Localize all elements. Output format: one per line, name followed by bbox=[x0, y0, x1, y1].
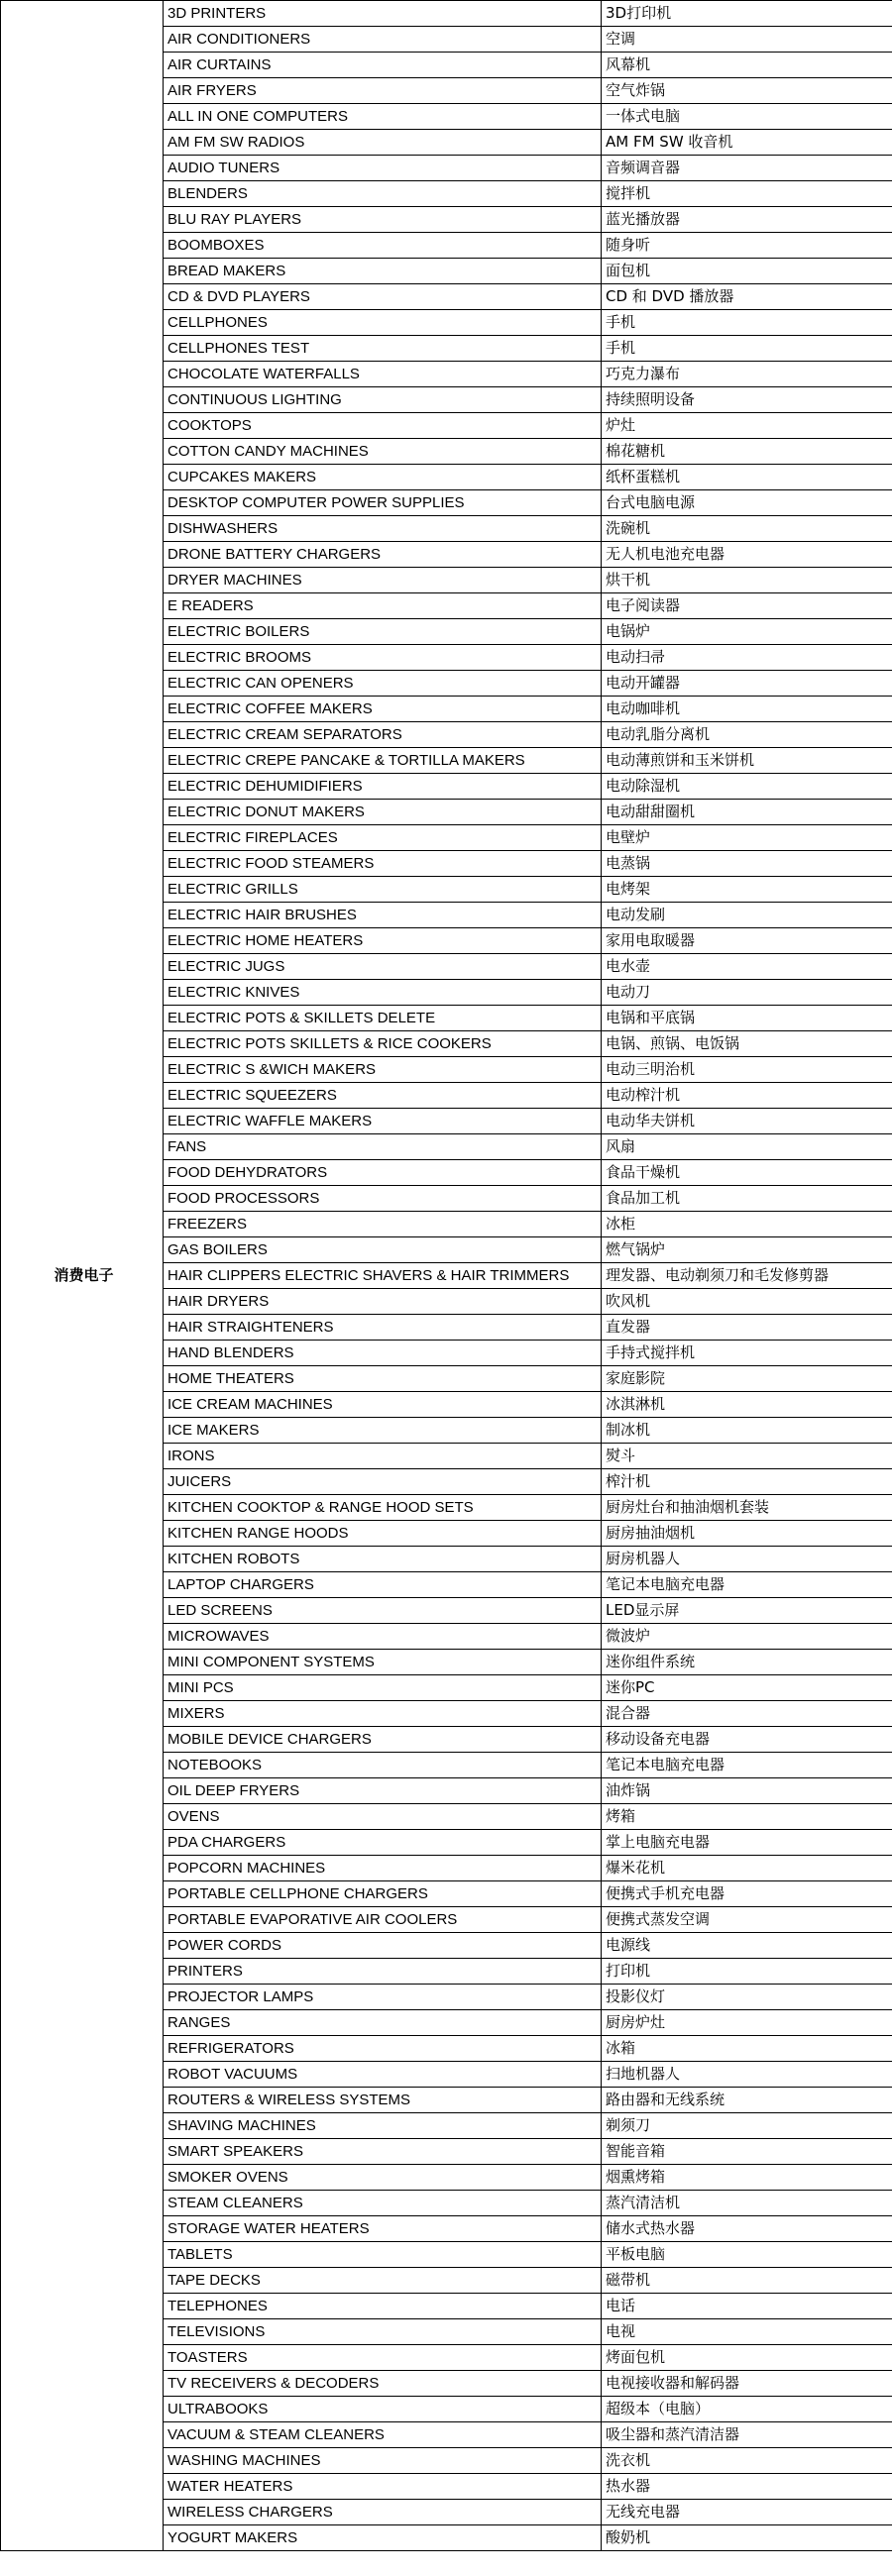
product-name-en: MIXERS bbox=[164, 1701, 602, 1727]
product-name-zh: 电蒸锅 bbox=[602, 851, 892, 877]
product-name-zh: 电动咖啡机 bbox=[602, 697, 892, 722]
product-name-zh: 音频调音器 bbox=[602, 156, 892, 181]
product-name-zh: 掌上电脑充电器 bbox=[602, 1830, 892, 1856]
product-name-en: CONTINUOUS LIGHTING bbox=[164, 387, 602, 413]
product-name-zh: 迷你PC bbox=[602, 1675, 892, 1701]
product-name-zh: 电锅和平底锅 bbox=[602, 1006, 892, 1031]
product-name-en: MINI COMPONENT SYSTEMS bbox=[164, 1650, 602, 1675]
product-name-zh: 剃须刀 bbox=[602, 2113, 892, 2139]
product-name-zh: 手持式搅拌机 bbox=[602, 1341, 892, 1366]
product-name-en: ELECTRIC SQUEEZERS bbox=[164, 1083, 602, 1109]
product-name-zh: 棉花糖机 bbox=[602, 439, 892, 465]
product-name-zh: 厨房炉灶 bbox=[602, 2010, 892, 2036]
product-name-zh: 电话 bbox=[602, 2294, 892, 2319]
product-name-zh: 爆米花机 bbox=[602, 1856, 892, 1881]
product-name-zh: 笔记本电脑充电器 bbox=[602, 1572, 892, 1598]
product-name-zh: 电源线 bbox=[602, 1933, 892, 1959]
product-name-en: PORTABLE EVAPORATIVE AIR COOLERS bbox=[164, 1907, 602, 1933]
product-name-zh: 油炸锅 bbox=[602, 1778, 892, 1804]
product-name-en: RANGES bbox=[164, 2010, 602, 2036]
product-name-en: DISHWASHERS bbox=[164, 516, 602, 542]
product-name-zh: 烤面包机 bbox=[602, 2345, 892, 2371]
product-name-en: ALL IN ONE COMPUTERS bbox=[164, 104, 602, 130]
product-name-en: ELECTRIC CREPE PANCAKE & TORTILLA MAKERS bbox=[164, 748, 602, 774]
product-name-en: HAIR CLIPPERS ELECTRIC SHAVERS & HAIR TRIMMERS bbox=[164, 1263, 602, 1289]
product-name-zh: 一体式电脑 bbox=[602, 104, 892, 130]
product-name-zh: 空调 bbox=[602, 27, 892, 53]
product-name-en: KITCHEN COOKTOP & RANGE HOOD SETS bbox=[164, 1495, 602, 1521]
product-name-en: ELECTRIC WAFFLE MAKERS bbox=[164, 1109, 602, 1134]
product-name-zh: 电动扫帚 bbox=[602, 645, 892, 671]
product-name-zh: 打印机 bbox=[602, 1959, 892, 1985]
product-name-en: VACUUM & STEAM CLEANERS bbox=[164, 2422, 602, 2448]
product-name-zh: 冰柜 bbox=[602, 1212, 892, 1237]
product-name-en: ELECTRIC HOME HEATERS bbox=[164, 928, 602, 954]
product-name-zh: 电水壶 bbox=[602, 954, 892, 980]
product-name-zh: 无人机电池充电器 bbox=[602, 542, 892, 568]
product-name-zh: 手机 bbox=[602, 336, 892, 362]
product-name-en: ELECTRIC FIREPLACES bbox=[164, 825, 602, 851]
product-name-en: DRONE BATTERY CHARGERS bbox=[164, 542, 602, 568]
product-name-zh: 洗碗机 bbox=[602, 516, 892, 542]
product-name-en: GAS BOILERS bbox=[164, 1237, 602, 1263]
product-name-en: KITCHEN RANGE HOODS bbox=[164, 1521, 602, 1547]
product-name-en: OVENS bbox=[164, 1804, 602, 1830]
product-name-zh: 投影仪灯 bbox=[602, 1985, 892, 2010]
product-name-zh: 纸杯蛋糕机 bbox=[602, 465, 892, 490]
table-body bbox=[1, 1, 892, 2551]
product-name-en: WATER HEATERS bbox=[164, 2474, 602, 2500]
product-name-en: PDA CHARGERS bbox=[164, 1830, 602, 1856]
product-name-en: FOOD PROCESSORS bbox=[164, 1186, 602, 1212]
product-name-zh: 燃气锅炉 bbox=[602, 1237, 892, 1263]
product-name-en: REFRIGERATORS bbox=[164, 2036, 602, 2062]
product-name-zh: 便携式蒸发空调 bbox=[602, 1907, 892, 1933]
product-name-zh: 电动华夫饼机 bbox=[602, 1109, 892, 1134]
product-name-en: HAIR DRYERS bbox=[164, 1289, 602, 1315]
product-name-zh: 巧克力瀑布 bbox=[602, 362, 892, 387]
product-name-zh: 电动榨汁机 bbox=[602, 1083, 892, 1109]
product-name-en: FREEZERS bbox=[164, 1212, 602, 1237]
product-name-zh: 蓝光播放器 bbox=[602, 207, 892, 233]
product-name-zh: AM FM SW 收音机 bbox=[602, 130, 892, 156]
product-name-zh: 搅拌机 bbox=[602, 181, 892, 207]
product-name-zh: 无线充电器 bbox=[602, 2500, 892, 2525]
product-name-en: CELLPHONES TEST bbox=[164, 336, 602, 362]
product-name-zh: 酸奶机 bbox=[602, 2525, 892, 2551]
product-name-en: PRINTERS bbox=[164, 1959, 602, 1985]
product-name-en: MOBILE DEVICE CHARGERS bbox=[164, 1727, 602, 1753]
product-name-en: WASHING MACHINES bbox=[164, 2448, 602, 2474]
product-name-zh: 烤箱 bbox=[602, 1804, 892, 1830]
product-name-en: TAPE DECKS bbox=[164, 2268, 602, 2294]
product-name-zh: 食品加工机 bbox=[602, 1186, 892, 1212]
product-name-en: ROBOT VACUUMS bbox=[164, 2062, 602, 2088]
product-name-en: ROUTERS & WIRELESS SYSTEMS bbox=[164, 2088, 602, 2113]
product-name-en: CD & DVD PLAYERS bbox=[164, 284, 602, 310]
product-name-zh: 随身听 bbox=[602, 233, 892, 259]
product-name-zh: 平板电脑 bbox=[602, 2242, 892, 2268]
product-name-en: FOOD DEHYDRATORS bbox=[164, 1160, 602, 1186]
product-name-en: STEAM CLEANERS bbox=[164, 2191, 602, 2216]
product-name-en: YOGURT MAKERS bbox=[164, 2525, 602, 2551]
product-name-en: TABLETS bbox=[164, 2242, 602, 2268]
product-name-en: FANS bbox=[164, 1134, 602, 1160]
product-name-en: MICROWAVES bbox=[164, 1624, 602, 1650]
product-name-zh: 混合器 bbox=[602, 1701, 892, 1727]
product-name-en: COTTON CANDY MACHINES bbox=[164, 439, 602, 465]
product-name-en: BOOMBOXES bbox=[164, 233, 602, 259]
product-name-zh: 蒸汽清洁机 bbox=[602, 2191, 892, 2216]
product-name-en: NOTEBOOKS bbox=[164, 1753, 602, 1778]
product-name-zh: 电视接收器和解码器 bbox=[602, 2371, 892, 2397]
product-name-en: HAIR STRAIGHTENERS bbox=[164, 1315, 602, 1341]
product-name-zh: 电动除湿机 bbox=[602, 774, 892, 800]
product-name-en: BLU RAY PLAYERS bbox=[164, 207, 602, 233]
product-name-en: SHAVING MACHINES bbox=[164, 2113, 602, 2139]
product-name-zh: 台式电脑电源 bbox=[602, 490, 892, 516]
product-name-zh: 家用电取暖器 bbox=[602, 928, 892, 954]
product-name-zh: 厨房灶台和抽油烟机套装 bbox=[602, 1495, 892, 1521]
product-name-en: COOKTOPS bbox=[164, 413, 602, 439]
product-name-zh: 炉灶 bbox=[602, 413, 892, 439]
product-name-en: TELEVISIONS bbox=[164, 2319, 602, 2345]
product-name-zh: 电动三明治机 bbox=[602, 1057, 892, 1083]
product-name-zh: 食品干燥机 bbox=[602, 1160, 892, 1186]
product-name-en: CHOCOLATE WATERFALLS bbox=[164, 362, 602, 387]
product-name-en: BREAD MAKERS bbox=[164, 259, 602, 284]
product-name-en: POWER CORDS bbox=[164, 1933, 602, 1959]
product-name-en: KITCHEN ROBOTS bbox=[164, 1547, 602, 1572]
product-name-zh: 电动乳脂分离机 bbox=[602, 722, 892, 748]
product-name-en: TV RECEIVERS & DECODERS bbox=[164, 2371, 602, 2397]
product-name-en: MINI PCS bbox=[164, 1675, 602, 1701]
product-name-en: AIR FRYERS bbox=[164, 78, 602, 104]
product-name-zh: 直发器 bbox=[602, 1315, 892, 1341]
category-cell: 消费电子 bbox=[1, 1, 164, 2551]
product-name-zh: 迷你组件系统 bbox=[602, 1650, 892, 1675]
product-name-en: ELECTRIC DEHUMIDIFIERS bbox=[164, 774, 602, 800]
product-name-zh: 电动刀 bbox=[602, 980, 892, 1006]
product-name-zh: 冰淇淋机 bbox=[602, 1392, 892, 1418]
product-name-en: STORAGE WATER HEATERS bbox=[164, 2216, 602, 2242]
product-name-zh: 电动发刷 bbox=[602, 903, 892, 928]
product-name-en: ELECTRIC S &WICH MAKERS bbox=[164, 1057, 602, 1083]
product-name-zh: 吸尘器和蒸汽清洁器 bbox=[602, 2422, 892, 2448]
product-name-en: PROJECTOR LAMPS bbox=[164, 1985, 602, 2010]
product-name-zh: LED显示屏 bbox=[602, 1598, 892, 1624]
product-name-en: AUDIO TUNERS bbox=[164, 156, 602, 181]
product-name-en: PORTABLE CELLPHONE CHARGERS bbox=[164, 1881, 602, 1907]
product-name-en: CELLPHONES bbox=[164, 310, 602, 336]
product-name-en: ELECTRIC BROOMS bbox=[164, 645, 602, 671]
product-name-en: SMOKER OVENS bbox=[164, 2165, 602, 2191]
product-name-zh: 风扇 bbox=[602, 1134, 892, 1160]
product-name-zh: 熨斗 bbox=[602, 1444, 892, 1469]
product-name-zh: 冰箱 bbox=[602, 2036, 892, 2062]
product-name-zh: 榨汁机 bbox=[602, 1469, 892, 1495]
product-name-en: LED SCREENS bbox=[164, 1598, 602, 1624]
product-name-zh: 厨房机器人 bbox=[602, 1547, 892, 1572]
product-name-en: ICE CREAM MACHINES bbox=[164, 1392, 602, 1418]
product-name-zh: 电动开罐器 bbox=[602, 671, 892, 697]
product-name-zh: 洗衣机 bbox=[602, 2448, 892, 2474]
product-name-en: E READERS bbox=[164, 593, 602, 619]
product-name-zh: 便携式手机充电器 bbox=[602, 1881, 892, 1907]
product-name-zh: 电锅炉 bbox=[602, 619, 892, 645]
product-name-en: ELECTRIC GRILLS bbox=[164, 877, 602, 903]
product-name-en: ICE MAKERS bbox=[164, 1418, 602, 1444]
product-name-zh: 电动薄煎饼和玉米饼机 bbox=[602, 748, 892, 774]
product-name-zh: 智能音箱 bbox=[602, 2139, 892, 2165]
product-name-en: HOME THEATERS bbox=[164, 1366, 602, 1392]
product-name-en: IRONS bbox=[164, 1444, 602, 1469]
product-name-zh: 路由器和无线系统 bbox=[602, 2088, 892, 2113]
product-name-zh: 热水器 bbox=[602, 2474, 892, 2500]
product-name-en: WIRELESS CHARGERS bbox=[164, 2500, 602, 2525]
product-name-en: AIR CURTAINS bbox=[164, 53, 602, 78]
product-name-zh: 烘干机 bbox=[602, 568, 892, 593]
product-name-en: ELECTRIC BOILERS bbox=[164, 619, 602, 645]
product-name-zh: 电视 bbox=[602, 2319, 892, 2345]
product-name-en: HAND BLENDERS bbox=[164, 1341, 602, 1366]
product-name-en: ELECTRIC KNIVES bbox=[164, 980, 602, 1006]
product-name-zh: 风幕机 bbox=[602, 53, 892, 78]
product-name-zh: 厨房抽油烟机 bbox=[602, 1521, 892, 1547]
product-name-zh: 3D打印机 bbox=[602, 1, 892, 27]
product-name-zh: 电动甜甜圈机 bbox=[602, 800, 892, 825]
product-name-en: ELECTRIC COFFEE MAKERS bbox=[164, 697, 602, 722]
product-name-zh: 扫地机器人 bbox=[602, 2062, 892, 2088]
product-name-en: ELECTRIC JUGS bbox=[164, 954, 602, 980]
product-name-en: CUPCAKES MAKERS bbox=[164, 465, 602, 490]
product-name-zh: 磁带机 bbox=[602, 2268, 892, 2294]
product-name-zh: 微波炉 bbox=[602, 1624, 892, 1650]
product-name-zh: 电烤架 bbox=[602, 877, 892, 903]
product-name-zh: 电锅、煎锅、电饭锅 bbox=[602, 1031, 892, 1057]
product-name-en: ELECTRIC CAN OPENERS bbox=[164, 671, 602, 697]
product-name-en: ELECTRIC DONUT MAKERS bbox=[164, 800, 602, 825]
product-name-en: TOASTERS bbox=[164, 2345, 602, 2371]
product-name-en: ELECTRIC POTS & SKILLETS DELETE bbox=[164, 1006, 602, 1031]
product-name-zh: 制冰机 bbox=[602, 1418, 892, 1444]
product-name-en: OIL DEEP FRYERS bbox=[164, 1778, 602, 1804]
product-name-zh: 手机 bbox=[602, 310, 892, 336]
product-name-zh: 面包机 bbox=[602, 259, 892, 284]
product-name-en: JUICERS bbox=[164, 1469, 602, 1495]
product-name-zh: 电壁炉 bbox=[602, 825, 892, 851]
product-name-zh: 电子阅读器 bbox=[602, 593, 892, 619]
product-name-zh: 储水式热水器 bbox=[602, 2216, 892, 2242]
product-name-en: AM FM SW RADIOS bbox=[164, 130, 602, 156]
product-name-en: ULTRABOOKS bbox=[164, 2397, 602, 2422]
product-name-en: ELECTRIC HAIR BRUSHES bbox=[164, 903, 602, 928]
product-name-zh: 空气炸锅 bbox=[602, 78, 892, 104]
product-name-en: DESKTOP COMPUTER POWER SUPPLIES bbox=[164, 490, 602, 516]
product-name-zh: CD 和 DVD 播放器 bbox=[602, 284, 892, 310]
product-name-en: ELECTRIC FOOD STEAMERS bbox=[164, 851, 602, 877]
product-name-zh: 笔记本电脑充电器 bbox=[602, 1753, 892, 1778]
product-name-zh: 超级本（电脑） bbox=[602, 2397, 892, 2422]
product-name-en: ELECTRIC CREAM SEPARATORS bbox=[164, 722, 602, 748]
product-name-zh: 家庭影院 bbox=[602, 1366, 892, 1392]
product-name-zh: 移动设备充电器 bbox=[602, 1727, 892, 1753]
product-name-en: 3D PRINTERS bbox=[164, 1, 602, 27]
product-name-en: TELEPHONES bbox=[164, 2294, 602, 2319]
product-name-en: LAPTOP CHARGERS bbox=[164, 1572, 602, 1598]
product-name-zh: 理发器、电动剃须刀和毛发修剪器 bbox=[602, 1263, 892, 1289]
product-name-en: SMART SPEAKERS bbox=[164, 2139, 602, 2165]
product-name-zh: 持续照明设备 bbox=[602, 387, 892, 413]
product-name-zh: 吹风机 bbox=[602, 1289, 892, 1315]
product-name-en: POPCORN MACHINES bbox=[164, 1856, 602, 1881]
product-name-en: AIR CONDITIONERS bbox=[164, 27, 602, 53]
product-name-en: ELECTRIC POTS SKILLETS & RICE COOKERS bbox=[164, 1031, 602, 1057]
product-name-en: DRYER MACHINES bbox=[164, 568, 602, 593]
table-row bbox=[1, 1, 892, 27]
product-name-zh: 烟熏烤箱 bbox=[602, 2165, 892, 2191]
product-name-en: BLENDERS bbox=[164, 181, 602, 207]
